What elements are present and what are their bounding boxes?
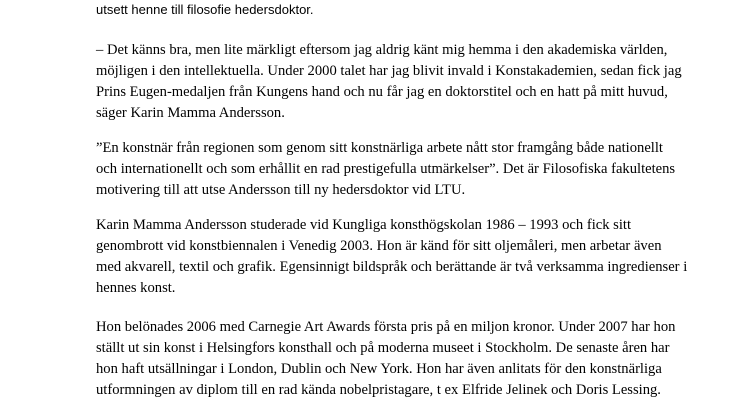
- text-line: hennes konst.: [96, 280, 176, 296]
- paragraph-biography: [96, 215, 696, 299]
- text-line: Prins Eugen-medaljen från Kungens hand och nu får jag en doktorstitel och en hatt på mitt huvud,: [96, 84, 668, 100]
- paragraph-quote: [96, 40, 696, 124]
- text-line: ställt ut sin konst i Helsingfors konsthall och på moderna museet i Stockholm. De senaste åren har: [96, 340, 670, 356]
- text-line: Hon belönades 2006 med Carnegie Art Awards första pris på en miljon kronor. Under 2007 har hon: [96, 319, 676, 335]
- text-line: och internationellt och som erhållit en rad prestigefulla utmärkelser”. Det är Filosofiska fakultetens: [96, 161, 676, 177]
- paragraph-motivation: [96, 138, 696, 201]
- lead-line: utsett henne till filosofie hedersdoktor.: [96, 2, 314, 17]
- paragraph-awards: [96, 317, 696, 401]
- text-line: med akvarell, textil och grafik. Egensinnigt bildspråk och berättande är två verksamma ingredienser i: [96, 259, 688, 275]
- text-line: ”En konstnär från regionen som genom sitt konstnärliga arbete nått stor framgång både nationellt: [96, 140, 663, 156]
- text-line: motivering till att utse Andersson till ny hedersdoktor vid LTU.: [96, 182, 466, 198]
- text-line: möjligen i den intellektuella. Under 2000 talet har jag blivit invald i Konstakademien, sedan fick jag: [96, 63, 682, 79]
- text-line: – Det känns bra, men lite märkligt eftersom jag aldrig känt mig hemma i den akademiska världen,: [96, 42, 668, 58]
- text-line: utformningen av diplom till en rad kända nobelpristagare, t ex Elfride Jelinek och Doris Lessing.: [96, 382, 661, 398]
- text-line: säger Karin Mamma Andersson.: [96, 105, 285, 121]
- text-line: hon haft utsällningar i London, Dublin och New York. Hon har även anlitats för den konstnärliga: [96, 361, 662, 377]
- text-line: Karin Mamma Andersson studerade vid Kungliga konsthögskolan 1986 – 1993 och fick sitt: [96, 217, 632, 233]
- text-line: genombrott vid konstbiennalen i Venedig 2003. Hon är känd för sitt oljemåleri, men arbetar även: [96, 238, 662, 254]
